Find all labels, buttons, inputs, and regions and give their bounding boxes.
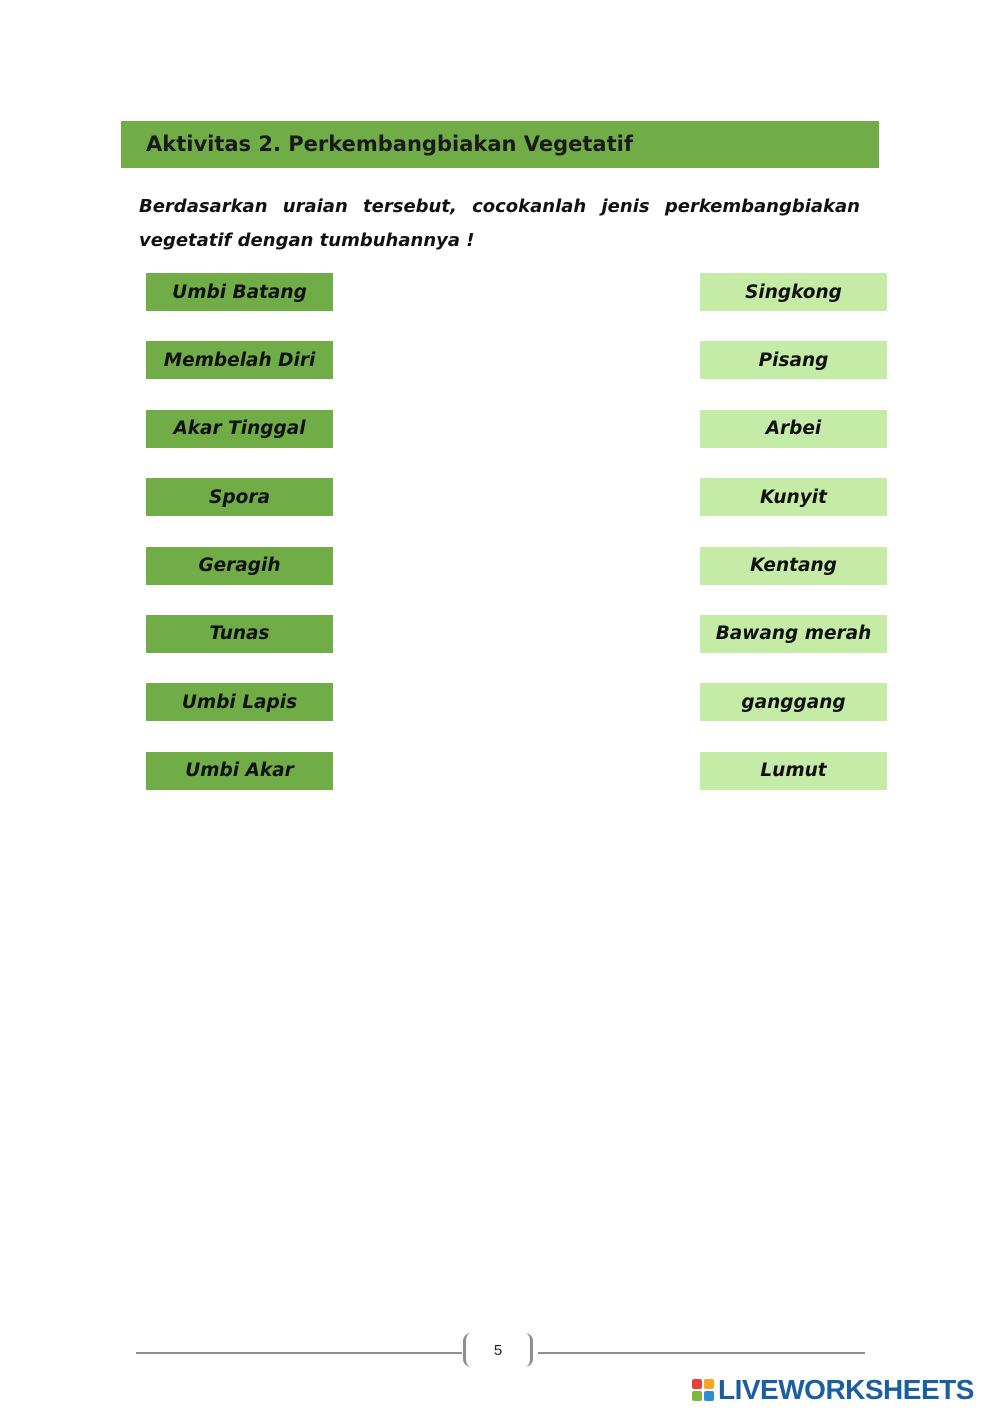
match-item-right[interactable]: Lumut (700, 752, 887, 790)
match-item-right[interactable]: Kentang (700, 547, 887, 585)
brand-logo (692, 1373, 974, 1407)
header-bar (121, 121, 879, 168)
match-item-left[interactable]: Tunas (146, 615, 333, 653)
page-number: 5 (493, 1341, 503, 1359)
footer-divider-right (538, 1352, 865, 1354)
match-item-left[interactable]: Umbi Akar (146, 752, 333, 790)
match-item-left[interactable]: Umbi Batang (146, 273, 333, 311)
match-item-left[interactable]: Geragih (146, 547, 333, 585)
match-item-right[interactable]: Kunyit (700, 478, 887, 516)
match-item-left[interactable]: Umbi Lapis (146, 683, 333, 721)
match-item-right[interactable]: Singkong (700, 273, 887, 311)
match-item-right[interactable]: Pisang (700, 341, 887, 379)
match-item-right[interactable]: ganggang (700, 683, 887, 721)
footer-divider-left (136, 1352, 462, 1354)
match-item-left[interactable]: Membelah Diri (146, 341, 333, 379)
brand-name: LIVEWORKSHEETS (718, 1374, 974, 1405)
page-title: Aktivitas 2. Perkembangbiakan Vegetatif (146, 132, 633, 156)
match-item-right[interactable]: Arbei (700, 410, 887, 448)
match-item-right[interactable]: Bawang merah (700, 615, 887, 653)
match-item-left[interactable]: Akar Tinggal (146, 410, 333, 448)
right-column (700, 273, 887, 820)
instructions-text: Berdasarkan uraian tersebut, cocokanlah jenis perkembangbiakan vegetatif dengan tumbuhannya ! (139, 196, 860, 251)
page-number-bracket (463, 1333, 533, 1367)
left-column (146, 273, 333, 820)
match-item-left[interactable]: Spora (146, 478, 333, 516)
liveworksheets-logo-icon (692, 1379, 714, 1401)
